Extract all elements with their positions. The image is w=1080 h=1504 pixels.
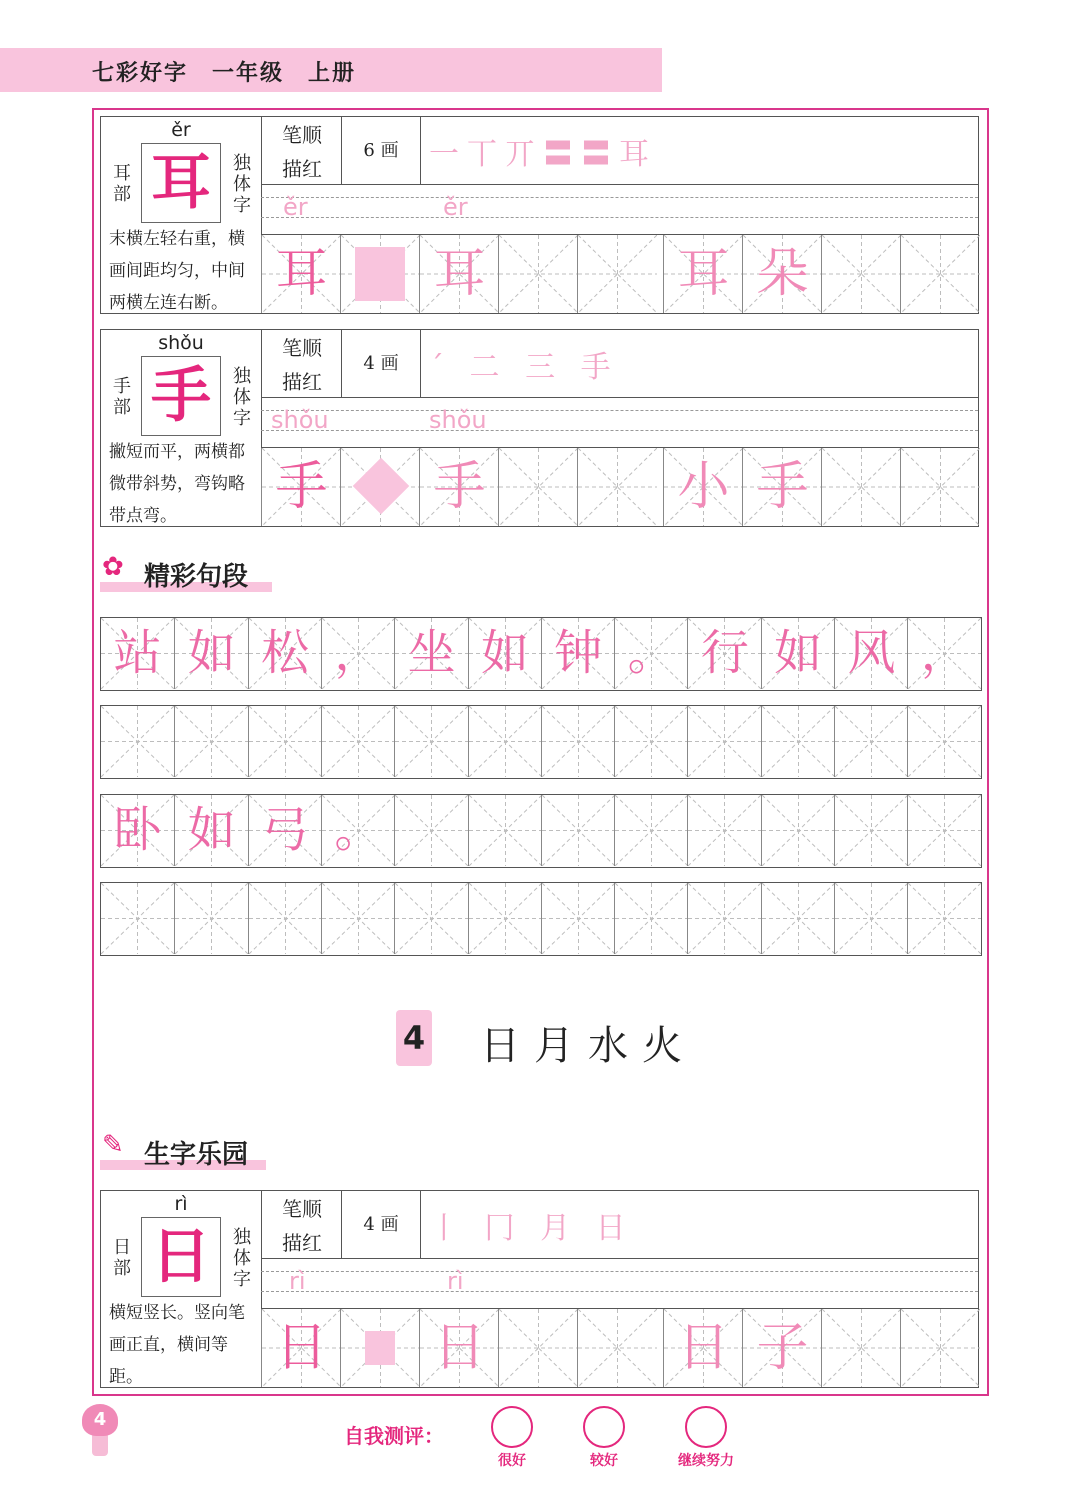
sentence-cell[interactable] xyxy=(687,883,761,954)
sentence-cell[interactable] xyxy=(101,883,175,954)
sentence-cell[interactable] xyxy=(614,706,688,777)
pinyin-guide-line xyxy=(261,1291,978,1292)
miaohong-label: 描红 xyxy=(282,370,322,394)
grid-char: 耳 xyxy=(677,244,730,304)
dutizi-label: 独体字 xyxy=(233,366,251,429)
sentence-cell[interactable] xyxy=(468,706,542,777)
sentence-char xyxy=(175,706,248,777)
sentence-cell[interactable] xyxy=(541,706,615,777)
dutizi-label: 独体字 xyxy=(233,1227,251,1290)
sentence-cell[interactable] xyxy=(541,883,615,954)
page-number: 4 xyxy=(82,1404,118,1436)
sentence-char: ， xyxy=(920,625,969,681)
sentence-char: 。 xyxy=(627,625,676,681)
sentence-char xyxy=(395,706,468,777)
blank-cell-fill xyxy=(355,247,405,301)
sentence-cell[interactable] xyxy=(248,706,322,777)
sentence-cell[interactable] xyxy=(174,618,248,689)
sentence-cell[interactable] xyxy=(321,795,395,866)
sentence-cell[interactable] xyxy=(614,618,688,689)
sentence-char xyxy=(542,795,615,866)
sentence-char xyxy=(762,706,835,777)
sentence-cell[interactable] xyxy=(614,883,688,954)
sentence-row xyxy=(100,882,982,956)
grid-cell[interactable] xyxy=(821,1309,900,1387)
grid-char xyxy=(822,1309,901,1387)
grid-cell[interactable] xyxy=(498,1309,577,1387)
grid-char: 日 xyxy=(433,1318,486,1378)
grid-char xyxy=(578,448,657,526)
grid-char xyxy=(901,1309,980,1387)
sentence-char xyxy=(908,706,981,777)
sentence-cell[interactable] xyxy=(468,618,542,689)
grid-char: 耳 xyxy=(275,244,328,304)
sentence-char xyxy=(762,795,835,866)
sentence-char: 。 xyxy=(334,802,383,858)
neutral-face-icon xyxy=(583,1406,625,1448)
sentence-char xyxy=(322,706,395,777)
grid-char xyxy=(499,235,578,313)
sentence-char xyxy=(835,883,908,954)
stroke-count: 6 画 xyxy=(341,117,421,185)
pinyin-trace: ěr xyxy=(443,193,468,221)
sentence-char: 钟 xyxy=(554,625,603,681)
grid-cell[interactable] xyxy=(261,1309,340,1387)
stroke-count: 4 画 xyxy=(341,1191,421,1259)
eval-option-try[interactable] xyxy=(676,1406,736,1470)
sentence-cell[interactable] xyxy=(394,883,468,954)
radical-label: 日部 xyxy=(113,1237,131,1279)
sentence-cell[interactable] xyxy=(468,883,542,954)
writing-tip: 末横左轻右重，横画间距均匀，中间两横左连右断。 xyxy=(109,229,245,313)
sentence-cell[interactable] xyxy=(614,795,688,866)
pinyin-trace: ěr xyxy=(283,193,308,221)
grid-cell[interactable] xyxy=(663,235,742,313)
sentence-char xyxy=(908,883,981,954)
sentence-char: 卧 xyxy=(113,802,162,858)
sentence-cell[interactable] xyxy=(468,795,542,866)
grid-cell[interactable] xyxy=(340,1309,419,1387)
blank-cell-fill xyxy=(365,1331,395,1365)
sentence-char xyxy=(615,883,688,954)
grid-char: 小 xyxy=(677,457,730,517)
sentence-cell[interactable] xyxy=(541,795,615,866)
eval-option-fair[interactable] xyxy=(574,1406,634,1470)
grid-char: 子 xyxy=(756,1318,809,1378)
char-info xyxy=(101,117,262,313)
sentence-cell[interactable] xyxy=(907,883,981,954)
sentence-char: 坐 xyxy=(407,625,456,681)
stroke-order: 一丅丌〓〓耳 xyxy=(429,137,657,172)
stroke-count: 4 画 xyxy=(341,330,421,398)
sentence-char xyxy=(542,883,615,954)
sentence-row xyxy=(100,617,982,691)
sentence-cell[interactable] xyxy=(687,795,761,866)
grid-cell[interactable] xyxy=(261,448,340,526)
char-block-shou xyxy=(100,329,979,527)
sentence-cell[interactable] xyxy=(541,618,615,689)
sentence-char xyxy=(469,706,542,777)
sentence-cell[interactable] xyxy=(687,706,761,777)
sentence-cell[interactable] xyxy=(248,883,322,954)
sentence-char: 如 xyxy=(187,802,236,858)
sentence-char: ， xyxy=(334,625,383,681)
sentence-cell[interactable] xyxy=(101,706,175,777)
grid-cell[interactable] xyxy=(900,1309,979,1387)
sentence-char xyxy=(688,883,761,954)
sentence-row xyxy=(100,794,982,868)
sentence-cell[interactable] xyxy=(321,706,395,777)
sentence-cell[interactable] xyxy=(907,795,981,866)
practice-grid xyxy=(261,235,979,313)
sentence-cell[interactable] xyxy=(834,618,908,689)
pinyin-trace: rì xyxy=(447,1267,464,1295)
pencil-icon: ✎ xyxy=(102,1130,124,1160)
grid-char xyxy=(499,1309,578,1387)
pinyin-trace: rì xyxy=(289,1267,306,1295)
grid-cell[interactable] xyxy=(340,448,419,526)
char-pinyin: ěr xyxy=(171,119,191,141)
pinyin-guide-line xyxy=(261,410,978,411)
sentence-cell[interactable] xyxy=(687,618,761,689)
lesson-title: 日月水火 xyxy=(480,1023,696,1069)
sentence-char xyxy=(688,706,761,777)
grid-cell[interactable] xyxy=(498,235,577,313)
grid-char: 手 xyxy=(275,457,328,517)
grid-char xyxy=(822,235,901,313)
char-box xyxy=(141,143,221,223)
sentence-cell[interactable] xyxy=(394,795,468,866)
grid-cell[interactable] xyxy=(577,1309,656,1387)
practice-grid xyxy=(261,448,979,526)
writing-tip: 横短竖长。竖向笔画正直，横间等距。 xyxy=(109,1303,245,1387)
bishun-label: 笔顺 xyxy=(282,336,322,360)
sentence-char: 弓 xyxy=(261,802,310,858)
sad-face-icon xyxy=(685,1406,727,1448)
sentence-char xyxy=(175,883,248,954)
book-title: 七彩好字 一年级 上册 xyxy=(92,61,357,86)
grid-cell[interactable] xyxy=(663,1309,742,1387)
char-block-er xyxy=(100,116,979,314)
sentence-char: 如 xyxy=(480,625,529,681)
char-pinyin: shǒu xyxy=(158,332,204,354)
char-info xyxy=(101,1191,262,1387)
grid-cell[interactable] xyxy=(742,235,821,313)
sentence-cell[interactable] xyxy=(761,795,835,866)
char-box xyxy=(141,1217,221,1297)
sentence-char: 如 xyxy=(774,625,823,681)
grid-cell[interactable] xyxy=(577,235,656,313)
main-char: 耳 xyxy=(151,148,211,218)
grid-char: 朵 xyxy=(756,244,809,304)
sentence-char xyxy=(469,883,542,954)
self-eval-label: 自我测评： xyxy=(344,1424,444,1448)
sentence-char: 行 xyxy=(700,625,749,681)
grid-char: 日 xyxy=(677,1318,730,1378)
miaohong-label: 描红 xyxy=(282,157,322,181)
sentence-cell[interactable] xyxy=(321,618,395,689)
grid-cell[interactable] xyxy=(821,235,900,313)
sentence-cell[interactable] xyxy=(321,883,395,954)
grid-char xyxy=(499,448,578,526)
rule-line xyxy=(261,184,978,185)
sentence-cell[interactable] xyxy=(761,883,835,954)
rule-line xyxy=(261,1258,978,1259)
sentence-char xyxy=(101,883,174,954)
pinyin-guide-line xyxy=(261,1271,978,1272)
lesson-number: 4 xyxy=(396,1010,432,1066)
grid-char: 日 xyxy=(275,1318,328,1378)
grid-cell[interactable] xyxy=(900,448,979,526)
sentence-cell[interactable] xyxy=(761,618,835,689)
sentence-char xyxy=(395,883,468,954)
sentence-char xyxy=(249,883,322,954)
sentence-cell[interactable] xyxy=(907,618,981,689)
stroke-order: 丨 冂 月 日 xyxy=(429,1211,634,1246)
grid-cell[interactable] xyxy=(821,448,900,526)
sentence-char xyxy=(908,795,981,866)
section-title-text: 精彩句段 xyxy=(144,562,249,592)
section-title-shengzi xyxy=(100,1130,280,1170)
rule-line xyxy=(261,397,978,398)
sentence-char xyxy=(395,795,468,866)
grid-cell[interactable] xyxy=(419,448,498,526)
sentence-cell[interactable] xyxy=(834,706,908,777)
grid-char: 手 xyxy=(756,457,809,517)
eval-option-label: 较好 xyxy=(590,1453,618,1469)
char-info xyxy=(101,330,262,526)
grid-cell[interactable] xyxy=(261,235,340,313)
grid-cell[interactable] xyxy=(900,235,979,313)
sentence-char: 如 xyxy=(187,625,236,681)
practice-grid xyxy=(261,1309,979,1387)
char-block-ri xyxy=(100,1190,979,1388)
eval-option-label: 继续努力 xyxy=(678,1453,734,1469)
sentence-cell[interactable] xyxy=(248,795,322,866)
main-char: 手 xyxy=(151,361,211,431)
pinyin-guide-line xyxy=(261,197,978,198)
sentence-char xyxy=(835,706,908,777)
radical-label: 手部 xyxy=(113,376,131,418)
grid-char: 耳 xyxy=(433,244,486,304)
sentence-char xyxy=(615,706,688,777)
grid-char xyxy=(578,1309,657,1387)
sentence-char xyxy=(615,795,688,866)
sentence-char xyxy=(322,883,395,954)
sentence-cell[interactable] xyxy=(394,706,468,777)
bishun-label: 笔顺 xyxy=(282,1197,322,1221)
bishun-label: 笔顺 xyxy=(282,123,322,147)
miaohong-label: 描红 xyxy=(282,1231,322,1255)
grid-cell[interactable] xyxy=(498,448,577,526)
sentence-char xyxy=(542,706,615,777)
sentence-cell[interactable] xyxy=(101,795,175,866)
sentence-row xyxy=(100,705,982,779)
sentence-char xyxy=(249,706,322,777)
sentence-cell[interactable] xyxy=(101,618,175,689)
main-char: 日 xyxy=(151,1222,211,1292)
sentence-cell[interactable] xyxy=(248,618,322,689)
grid-char xyxy=(901,448,980,526)
radical-label: 耳部 xyxy=(113,163,131,205)
sentence-cell[interactable] xyxy=(174,883,248,954)
grid-char xyxy=(822,448,901,526)
sentence-cell[interactable] xyxy=(834,883,908,954)
stroke-order: ˊ 二 三 手 xyxy=(429,350,619,385)
pinyin-guide-line xyxy=(261,430,978,431)
sentence-cell[interactable] xyxy=(834,795,908,866)
section-title-text: 生字乐园 xyxy=(144,1140,249,1170)
bee-icon: ✿ xyxy=(102,552,124,582)
grid-cell[interactable] xyxy=(742,1309,821,1387)
eval-option-label: 很好 xyxy=(498,1453,526,1469)
pinyin-trace: shǒu xyxy=(429,406,487,434)
sentence-char xyxy=(101,706,174,777)
sentence-cell[interactable] xyxy=(761,706,835,777)
char-box xyxy=(141,356,221,436)
grid-cell[interactable] xyxy=(419,1309,498,1387)
sentence-cell[interactable] xyxy=(174,706,248,777)
sentence-cell[interactable] xyxy=(174,795,248,866)
grid-cell[interactable] xyxy=(577,448,656,526)
sentence-char xyxy=(835,795,908,866)
sentence-char: 松 xyxy=(261,625,310,681)
dutizi-label: 独体字 xyxy=(233,153,251,216)
grid-cell[interactable] xyxy=(742,448,821,526)
sentence-char xyxy=(469,795,542,866)
eval-option-good[interactable] xyxy=(482,1406,542,1470)
sentence-char xyxy=(688,795,761,866)
sentence-char xyxy=(762,883,835,954)
sentence-cell[interactable] xyxy=(907,706,981,777)
header-bar xyxy=(0,48,662,92)
char-pinyin: rì xyxy=(174,1193,188,1215)
happy-face-icon xyxy=(491,1406,533,1448)
pinyin-guide-line xyxy=(261,217,978,218)
sentence-cell[interactable] xyxy=(394,618,468,689)
sentence-char: 站 xyxy=(113,625,162,681)
sentence-char: 风 xyxy=(847,625,896,681)
grid-char xyxy=(901,235,980,313)
grid-char: 手 xyxy=(433,457,486,517)
pinyin-trace: shǒu xyxy=(271,406,329,434)
writing-tip: 撇短而平，两横都微带斜势，弯钩略带点弯。 xyxy=(109,442,245,526)
grid-char xyxy=(578,235,657,313)
lesson-heading xyxy=(396,1010,856,1069)
grid-cell[interactable] xyxy=(663,448,742,526)
grid-cell[interactable] xyxy=(419,235,498,313)
section-title-jingcai xyxy=(100,552,280,592)
grid-cell[interactable] xyxy=(340,235,419,313)
